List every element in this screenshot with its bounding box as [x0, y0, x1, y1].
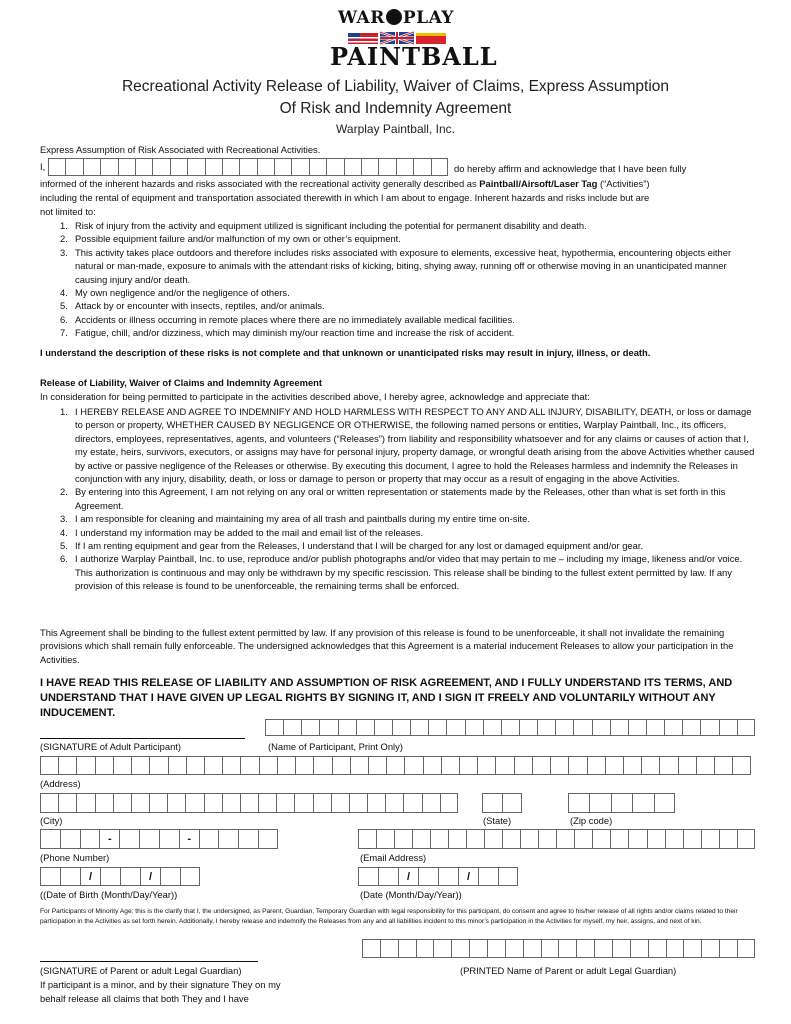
- risks-closing: I understand the description of these risks is not complete and that unknown or unanticipated risks may result in injury, illness, or death.: [40, 347, 651, 358]
- char-box[interactable]: [589, 793, 610, 813]
- char-box[interactable]: [404, 756, 422, 775]
- char-box[interactable]: [239, 158, 256, 176]
- guardian-minor-line-1: If participant is a minor, and by their signature They on my: [40, 979, 281, 990]
- section2-heading: Release of Liability, Waiver of Claims and Indemnity Agreement: [40, 377, 323, 388]
- intro-line-3: not limited to:: [40, 206, 96, 217]
- zip-boxes[interactable]: [568, 793, 675, 813]
- char-box[interactable]: [40, 867, 60, 886]
- char-box[interactable]: [168, 756, 186, 775]
- char-box[interactable]: [696, 756, 714, 775]
- minor-notice: For Participants of Minority Age: this is the clarify that I, the undersigned, as Parent, Guardian, Temporary Guardian with legal responsibility for this participant, do consent and agree to his/her release of all rights and/or claims related to their participation in the Activities as set forth herein. Additionally, I hereby release and indemnify the Releases from any and all liabilities incident to this minor’s participation in the Activities for myself, my heir, assigns, and next of kin.: [40, 908, 738, 925]
- char-box[interactable]: [100, 867, 120, 886]
- char-box[interactable]: [392, 719, 410, 736]
- logo: [330, 6, 498, 71]
- date-boxes[interactable]: [358, 867, 518, 886]
- char-box[interactable]: [428, 719, 446, 736]
- guardian-signature-label: (SIGNATURE of Parent or adult Legal Guardian): [40, 965, 242, 976]
- document-title-line-1: Recreational Activity Release of Liability, Waiver of Claims, Express Assumption: [121, 78, 670, 95]
- char-box[interactable]: [412, 829, 430, 849]
- char-box[interactable]: [131, 756, 149, 775]
- char-box[interactable]: [113, 756, 131, 775]
- char-box[interactable]: [358, 867, 378, 886]
- slash-separator: /: [148, 870, 153, 883]
- char-box[interactable]: [532, 756, 550, 775]
- zip-label: (Zip code): [570, 815, 613, 826]
- char-box[interactable]: [541, 939, 559, 958]
- char-box[interactable]: [301, 719, 319, 736]
- slash-separator: /: [466, 870, 471, 883]
- char-box[interactable]: [719, 719, 737, 736]
- char-box[interactable]: [654, 793, 675, 813]
- char-box[interactable]: [431, 158, 448, 176]
- char-box[interactable]: [628, 719, 646, 736]
- char-box[interactable]: [558, 939, 576, 958]
- char-box[interactable]: [185, 793, 203, 813]
- list-item: 4. I understand my information may be added to the mail and email list of the releases.: [60, 526, 424, 538]
- char-box[interactable]: [592, 829, 610, 849]
- char-box[interactable]: [484, 829, 502, 849]
- char-box[interactable]: [501, 719, 519, 736]
- state-label: (State): [483, 815, 512, 826]
- char-box[interactable]: [265, 719, 283, 736]
- char-box[interactable]: [344, 158, 361, 176]
- char-box[interactable]: [422, 793, 440, 813]
- slash-separator: /: [406, 870, 411, 883]
- char-box[interactable]: [257, 158, 274, 176]
- char-box[interactable]: [95, 793, 113, 813]
- char-box[interactable]: [630, 939, 648, 958]
- char-box[interactable]: [350, 756, 368, 775]
- char-box[interactable]: [40, 756, 58, 775]
- list-item: 4. My own negligence and/or the negligence of others.: [60, 287, 290, 299]
- document-title-line-2: Of Risk and Indemnity Agreement: [279, 100, 512, 117]
- char-box[interactable]: [367, 793, 385, 813]
- char-box[interactable]: [519, 719, 537, 736]
- list-item: 3. I am responsible for cleaning and maintaining my area of all trash and paintballs during my entire time on-site.: [60, 513, 530, 525]
- logo-paintball: PAINTBALL: [330, 42, 498, 71]
- char-box[interactable]: [313, 756, 331, 775]
- participant-name-boxes[interactable]: [48, 158, 448, 176]
- char-box[interactable]: [179, 829, 199, 849]
- char-box[interactable]: [483, 719, 501, 736]
- char-box[interactable]: [478, 867, 498, 886]
- char-box[interactable]: [119, 829, 139, 849]
- char-box[interactable]: [222, 793, 240, 813]
- char-box[interactable]: [523, 939, 541, 958]
- char-box[interactable]: [274, 158, 291, 176]
- list-item: 6. I authorize Warplay Paintball, Inc. to use, reproduce and/or publish photographs and/or video that may pertain to me – including my image, likeness and/or voice. This authorization is continuous and may only be withdrawn by my specific rescission. This release shall be binding to the fullest extent permitted by law. If any provision of this release is found to be unenforceable, the remaining terms shall be enforced.: [60, 553, 743, 592]
- char-box[interactable]: [469, 939, 487, 958]
- char-box[interactable]: [498, 867, 518, 886]
- char-box[interactable]: [222, 756, 240, 775]
- char-box[interactable]: [732, 756, 750, 775]
- char-box[interactable]: [574, 829, 592, 849]
- char-box[interactable]: [291, 158, 308, 176]
- char-box[interactable]: [140, 867, 160, 886]
- state-boxes[interactable]: [482, 793, 522, 813]
- char-box[interactable]: [423, 756, 441, 775]
- logo-war: WAR: [338, 8, 385, 28]
- char-box[interactable]: [40, 793, 58, 813]
- char-box[interactable]: [418, 867, 438, 886]
- char-box[interactable]: [737, 939, 755, 958]
- char-box[interactable]: [568, 756, 586, 775]
- char-box[interactable]: [398, 867, 418, 886]
- char-box[interactable]: [376, 829, 394, 849]
- char-box[interactable]: [665, 829, 683, 849]
- char-box[interactable]: [396, 158, 413, 176]
- char-box[interactable]: [573, 719, 591, 736]
- city-label: (City): [40, 815, 63, 826]
- char-box[interactable]: [477, 756, 495, 775]
- char-box[interactable]: [100, 158, 117, 176]
- char-box[interactable]: [701, 829, 719, 849]
- guardian-printed-name-label: (PRINTED Name of Parent or adult Legal Guardian): [460, 965, 677, 976]
- char-box[interactable]: [416, 939, 434, 958]
- char-box[interactable]: [277, 756, 295, 775]
- char-box[interactable]: [118, 158, 135, 176]
- char-box[interactable]: [180, 867, 200, 886]
- dob-boxes[interactable]: [40, 867, 200, 886]
- char-box[interactable]: [349, 793, 367, 813]
- char-box[interactable]: [259, 756, 277, 775]
- char-box[interactable]: [394, 829, 412, 849]
- char-box[interactable]: [313, 793, 331, 813]
- date-label: (Date (Month/Day/Year)): [360, 889, 462, 900]
- char-box[interactable]: [628, 829, 646, 849]
- char-box[interactable]: [218, 829, 238, 849]
- char-box[interactable]: [149, 793, 167, 813]
- char-box[interactable]: [83, 158, 100, 176]
- char-box[interactable]: [495, 756, 513, 775]
- char-box[interactable]: [433, 939, 451, 958]
- adult-signature-line[interactable]: [40, 738, 245, 739]
- char-box[interactable]: [610, 829, 628, 849]
- dob-label: ((Date of Birth (Month/Day/Year)): [40, 889, 178, 900]
- char-box[interactable]: [48, 158, 65, 176]
- list-item: 1. Risk of injury from the activity and equipment utilized is significant including the potential for permanent disability and death.: [60, 220, 587, 231]
- char-box[interactable]: [295, 756, 313, 775]
- char-box[interactable]: [240, 756, 258, 775]
- char-box[interactable]: [719, 939, 737, 958]
- char-box[interactable]: [386, 756, 404, 775]
- email-boxes[interactable]: [358, 829, 755, 849]
- char-box[interactable]: [309, 158, 326, 176]
- address-boxes[interactable]: [40, 756, 751, 775]
- guardian-signature-line[interactable]: [40, 961, 258, 962]
- char-box[interactable]: [60, 867, 80, 886]
- char-box[interactable]: [466, 829, 484, 849]
- char-box[interactable]: [398, 939, 416, 958]
- char-box[interactable]: [159, 829, 179, 849]
- char-box[interactable]: [611, 793, 632, 813]
- char-box[interactable]: [659, 756, 677, 775]
- list-item: 5. Attack by or encounter with insects, reptiles, and/or animals.: [60, 300, 325, 312]
- char-box[interactable]: [120, 867, 140, 886]
- char-box[interactable]: [319, 719, 337, 736]
- char-box[interactable]: [338, 719, 356, 736]
- char-box[interactable]: [413, 158, 430, 176]
- phone-boxes[interactable]: [40, 829, 278, 849]
- guardian-minor-line-2: behalf release all claims that both They and I have: [40, 993, 249, 1004]
- char-box[interactable]: [682, 719, 700, 736]
- char-box[interactable]: [139, 829, 159, 849]
- char-box[interactable]: [594, 939, 612, 958]
- char-box[interactable]: [80, 867, 100, 886]
- char-box[interactable]: [167, 793, 185, 813]
- intro-line-2: including the rental of equipment and transportation associated therewith in which I am about to engage. Inherent hazards and risks include but are: [40, 192, 650, 203]
- char-box[interactable]: [592, 719, 610, 736]
- char-box[interactable]: [170, 158, 187, 176]
- char-box[interactable]: [76, 793, 94, 813]
- char-box[interactable]: [76, 756, 94, 775]
- char-box[interactable]: [332, 756, 350, 775]
- char-box[interactable]: [502, 829, 520, 849]
- char-box[interactable]: [95, 756, 113, 775]
- slash-separator: /: [88, 870, 93, 883]
- phone-label: (Phone Number): [40, 852, 110, 863]
- char-box[interactable]: [385, 793, 403, 813]
- char-box[interactable]: [374, 719, 392, 736]
- char-box[interactable]: [683, 829, 701, 849]
- char-box[interactable]: [678, 756, 696, 775]
- char-box[interactable]: [737, 719, 755, 736]
- char-box[interactable]: [487, 939, 505, 958]
- char-box[interactable]: [58, 793, 76, 813]
- char-box[interactable]: [623, 756, 641, 775]
- char-box[interactable]: [520, 829, 538, 849]
- char-box[interactable]: [502, 793, 522, 813]
- guardian-print-name-boxes[interactable]: [362, 939, 755, 958]
- char-box[interactable]: [80, 829, 100, 849]
- char-box[interactable]: [186, 756, 204, 775]
- char-box[interactable]: [430, 829, 448, 849]
- participant-print-name-boxes[interactable]: [265, 719, 755, 736]
- char-box[interactable]: [222, 158, 239, 176]
- char-box[interactable]: [537, 719, 555, 736]
- char-box[interactable]: [610, 719, 628, 736]
- list-item: 7. Fatigue, chill, and/or dizziness, which may diminish my/our reaction time and increase the risk of accident.: [60, 327, 515, 339]
- char-box[interactable]: [446, 719, 464, 736]
- list-item: 3. This activity takes place outdoors and therefore includes risks associated with exposure to elements, excessive heat, hypothermia, encountering objects either natural or man-made, exposure to animals with the attendant risks of kicking, biting, shying away, running off or otherwise moving in an unanticipated manner causing injury and/or death.: [60, 246, 732, 285]
- char-box[interactable]: [737, 829, 755, 849]
- list-item: 2. By entering into this Agreement, I am not relying on any oral or written representation or statements made by the Releases, other than what is set forth in this Agreement.: [60, 486, 726, 511]
- char-box[interactable]: [646, 719, 664, 736]
- logo-play: PLAY: [402, 8, 455, 28]
- char-box[interactable]: [135, 158, 152, 176]
- dash-separator: -: [108, 832, 112, 845]
- char-box[interactable]: [550, 756, 568, 775]
- char-box[interactable]: [331, 793, 349, 813]
- char-box[interactable]: [700, 719, 718, 736]
- char-box[interactable]: [294, 793, 312, 813]
- char-box[interactable]: [714, 756, 732, 775]
- list-item: 5. If I am renting equipment and gear from the Releases, I understand that I will be charged for any lost or damaged equipment and/or gear.: [60, 540, 644, 552]
- char-box[interactable]: [60, 829, 80, 849]
- char-box[interactable]: [65, 158, 82, 176]
- name-prefix: I,: [40, 161, 46, 172]
- char-box[interactable]: [378, 158, 395, 176]
- char-box[interactable]: [113, 793, 131, 813]
- char-box[interactable]: [440, 793, 458, 813]
- char-box[interactable]: [505, 939, 523, 958]
- char-box[interactable]: [683, 939, 701, 958]
- char-box[interactable]: [576, 939, 594, 958]
- list-item: 6. Accidents or illness occurring in remote places where there are no immediately available medical facilities.: [60, 313, 515, 325]
- char-box[interactable]: [556, 829, 574, 849]
- binding-paragraph: This Agreement shall be binding to the fullest extent permitted by law. If any provision of this release is found to be unenforceable, it shall not invalidate the remaining provisions which shall remain fully enforceable. The undersigned acknowledges that this Agreement is a material inducement Releases to allow your participation in the Activities.: [40, 627, 734, 665]
- char-box[interactable]: [378, 867, 398, 886]
- list-item: 1. I HEREBY RELEASE AND AGREE TO INDEMNIFY AND HOLD HARMLESS WITH RESPECT TO ANY AND ALL INJURY, DISABILITY, DEATH, or loss or damage to person or property, WHETHER CAUSED BY NEGLIGENCE OR OTHERWISE, the following named persons or entities, Warplay Paintball, Inc., its officers, directors, employees, representatives, agents, and volunteers (“Releases”) from liability and responsibility whatsoever and for any claims or causes of action that I, my estate, heirs, survivors, executors, or assigns may have for personal injury, property damage, or wrongful death arising from the above Activities whether caused by active or passive negligence of the Releases or otherwise. By executing this document, I agree to hold the Releases harmless and indemnify the Releases in conjunction with any injury, disability, death, or loss or damage to person or property that may occur as a result of engaging in the above Activities.: [60, 406, 755, 485]
- char-box[interactable]: [465, 719, 483, 736]
- participant-name-label: (Name of Participant, Print Only): [268, 741, 403, 752]
- char-box[interactable]: [258, 829, 278, 849]
- char-box[interactable]: [641, 756, 659, 775]
- char-box[interactable]: [358, 829, 376, 849]
- risk-list: [60, 219, 755, 340]
- char-box[interactable]: [326, 158, 343, 176]
- char-box[interactable]: [58, 756, 76, 775]
- char-box[interactable]: [356, 719, 374, 736]
- char-box[interactable]: [410, 719, 428, 736]
- char-box[interactable]: [719, 829, 737, 849]
- char-box[interactable]: [648, 939, 666, 958]
- city-boxes[interactable]: [40, 793, 458, 813]
- section1-heading: Express Assumption of Risk Associated with Recreational Activities.: [40, 144, 321, 155]
- char-box[interactable]: [451, 939, 469, 958]
- char-box[interactable]: [99, 829, 119, 849]
- char-box[interactable]: [538, 829, 556, 849]
- char-box[interactable]: [632, 793, 653, 813]
- char-box[interactable]: [362, 939, 380, 958]
- char-box[interactable]: [238, 829, 258, 849]
- char-box[interactable]: [40, 829, 60, 849]
- section2-intro: In consideration for being permitted to participate in the activities described above, I hereby agree, acknowledge and appreciate that:: [40, 391, 590, 402]
- char-box[interactable]: [403, 793, 421, 813]
- char-box[interactable]: [149, 756, 167, 775]
- adult-signature-label: (SIGNATURE of Adult Participant): [40, 741, 182, 752]
- char-box[interactable]: [441, 756, 459, 775]
- address-label: (Address): [40, 778, 81, 789]
- char-box[interactable]: [204, 793, 222, 813]
- name-suffix: do hereby affirm and acknowledge that I have been fully: [454, 163, 687, 174]
- char-box[interactable]: [459, 756, 477, 775]
- char-box[interactable]: [283, 719, 301, 736]
- char-box[interactable]: [258, 793, 276, 813]
- dash-separator: -: [187, 832, 192, 845]
- char-box[interactable]: [361, 158, 378, 176]
- activities-bold: Paintball/Airsoft/Laser Tag: [479, 178, 598, 189]
- intro-line-1: informed of the inherent hazards and risks associated with the recreational activity generally described as Paintball/Airsoft/Laser Tag (“Activities”): [40, 178, 650, 189]
- char-box[interactable]: [240, 793, 258, 813]
- char-box[interactable]: [458, 867, 478, 886]
- char-box[interactable]: [664, 719, 682, 736]
- release-list: [60, 405, 755, 593]
- char-box[interactable]: [587, 756, 605, 775]
- char-box[interactable]: [380, 939, 398, 958]
- company-name: Warplay Paintball, Inc.: [336, 122, 455, 136]
- char-box[interactable]: [276, 793, 294, 813]
- char-box[interactable]: [368, 756, 386, 775]
- char-box[interactable]: [555, 719, 573, 736]
- char-box[interactable]: [199, 829, 219, 849]
- char-box[interactable]: [160, 867, 180, 886]
- char-box[interactable]: [647, 829, 665, 849]
- email-label: (Email Address): [360, 852, 427, 863]
- char-box[interactable]: [514, 756, 532, 775]
- char-box[interactable]: [482, 793, 502, 813]
- char-box[interactable]: [204, 756, 222, 775]
- char-box[interactable]: [612, 939, 630, 958]
- acknowledgement: I HAVE READ THIS RELEASE OF LIABILITY AND ASSUMPTION OF RISK AGREEMENT, AND I FULLY UNDERSTAND ITS TERMS, AND UNDERSTAND THAT I HAVE GIVEN UP LEGAL RIGHTS BY SIGNING IT, AND I SIGN IT FREELY AND VOLUNTARILY WITHOUT ANY INDUCEMENT.: [40, 677, 733, 719]
- char-box[interactable]: [568, 793, 589, 813]
- char-box[interactable]: [187, 158, 204, 176]
- char-box[interactable]: [666, 939, 684, 958]
- char-box[interactable]: [605, 756, 623, 775]
- char-box[interactable]: [448, 829, 466, 849]
- char-box[interactable]: [438, 867, 458, 886]
- list-item: 2. Possible equipment failure and/or malfunction of my own or other’s equipment.: [60, 233, 401, 245]
- char-box[interactable]: [701, 939, 719, 958]
- paintball-splat-icon: [386, 9, 402, 25]
- char-box[interactable]: [205, 158, 222, 176]
- char-box[interactable]: [152, 158, 169, 176]
- char-box[interactable]: [131, 793, 149, 813]
